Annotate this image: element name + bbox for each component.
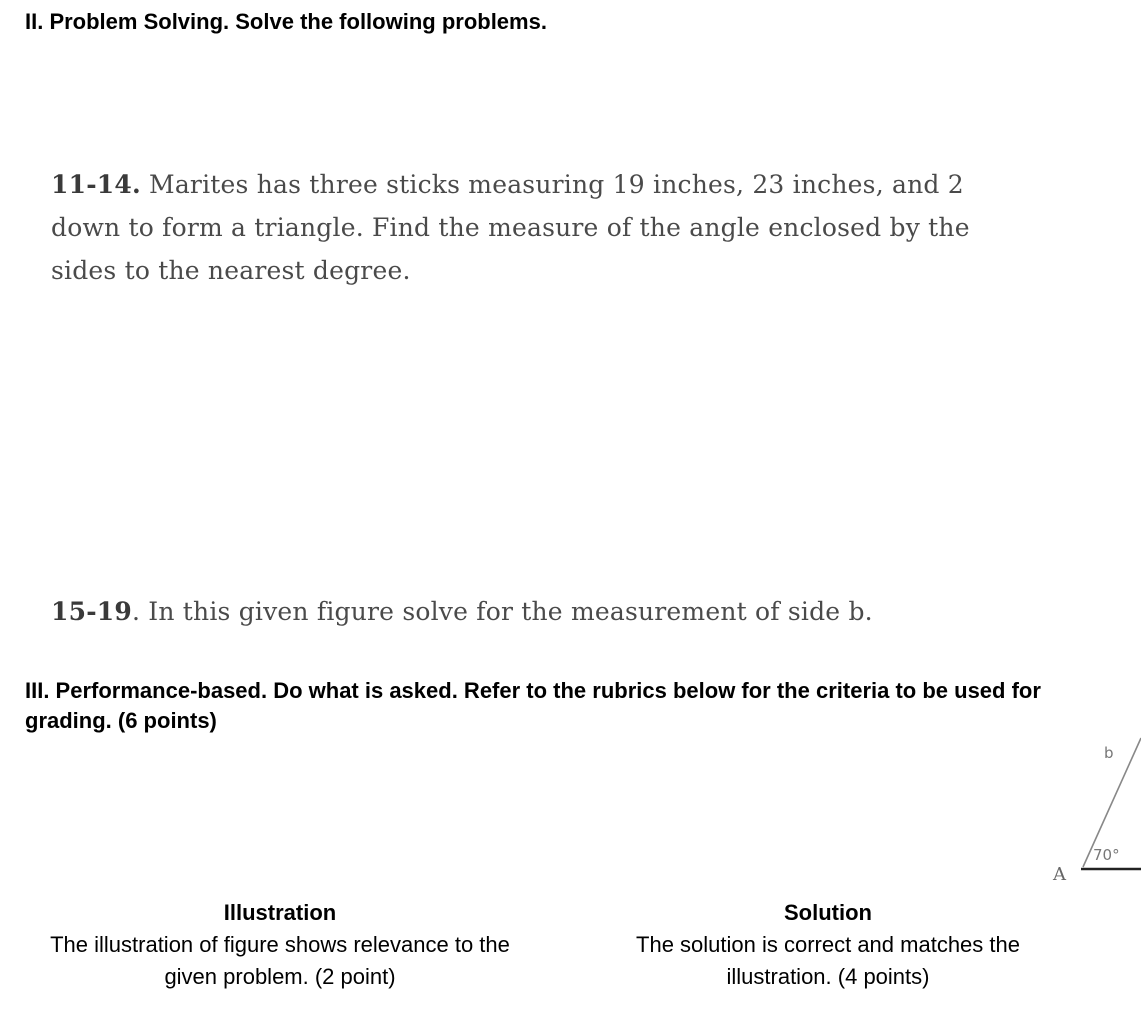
rubric-illustration (25, 897, 535, 993)
side-b-label: b (1104, 744, 1114, 762)
section-2-heading: II. Problem Solving. Solve the following problems. (25, 9, 547, 34)
rubric-solution-title: Solution (784, 900, 872, 925)
problem-11-14 (51, 163, 970, 292)
problem-15-19-text: . In this given figure solve for the measurement of side b. (131, 597, 873, 626)
angle-label: 70° (1093, 846, 1120, 864)
problem-11-14-line-2: down to form a triangle. Find the measure of the angle enclosed by the (51, 213, 970, 242)
problem-15-19-number: 15-19 (51, 597, 132, 626)
section-3-heading: III. Performance-based. Do what is asked. Refer to the rubrics below for the criteria to be used for grading. (6 points) (25, 678, 1041, 733)
problem-11-14-line-3: sides to the nearest degree. (51, 256, 411, 285)
rubric-illustration-description: The illustration of figure shows relevance to the given problem. (2 point) (50, 932, 510, 989)
rubric-solution-description: The solution is correct and matches the illustration. (4 points) (636, 932, 1020, 989)
rubric-illustration-title: Illustration (223, 900, 337, 925)
problem-11-14-line-1 (51, 163, 970, 206)
rubric-solution (600, 897, 1056, 993)
problem-11-14-text-start: Marites has three sticks measuring 19 inches, 23 inches, and 2 (140, 170, 964, 199)
problem-11-14-number: 11-14. (51, 170, 141, 199)
triangle-figure (1040, 720, 1141, 890)
vertex-a-label: A (1053, 864, 1066, 885)
problem-15-19 (51, 590, 873, 633)
